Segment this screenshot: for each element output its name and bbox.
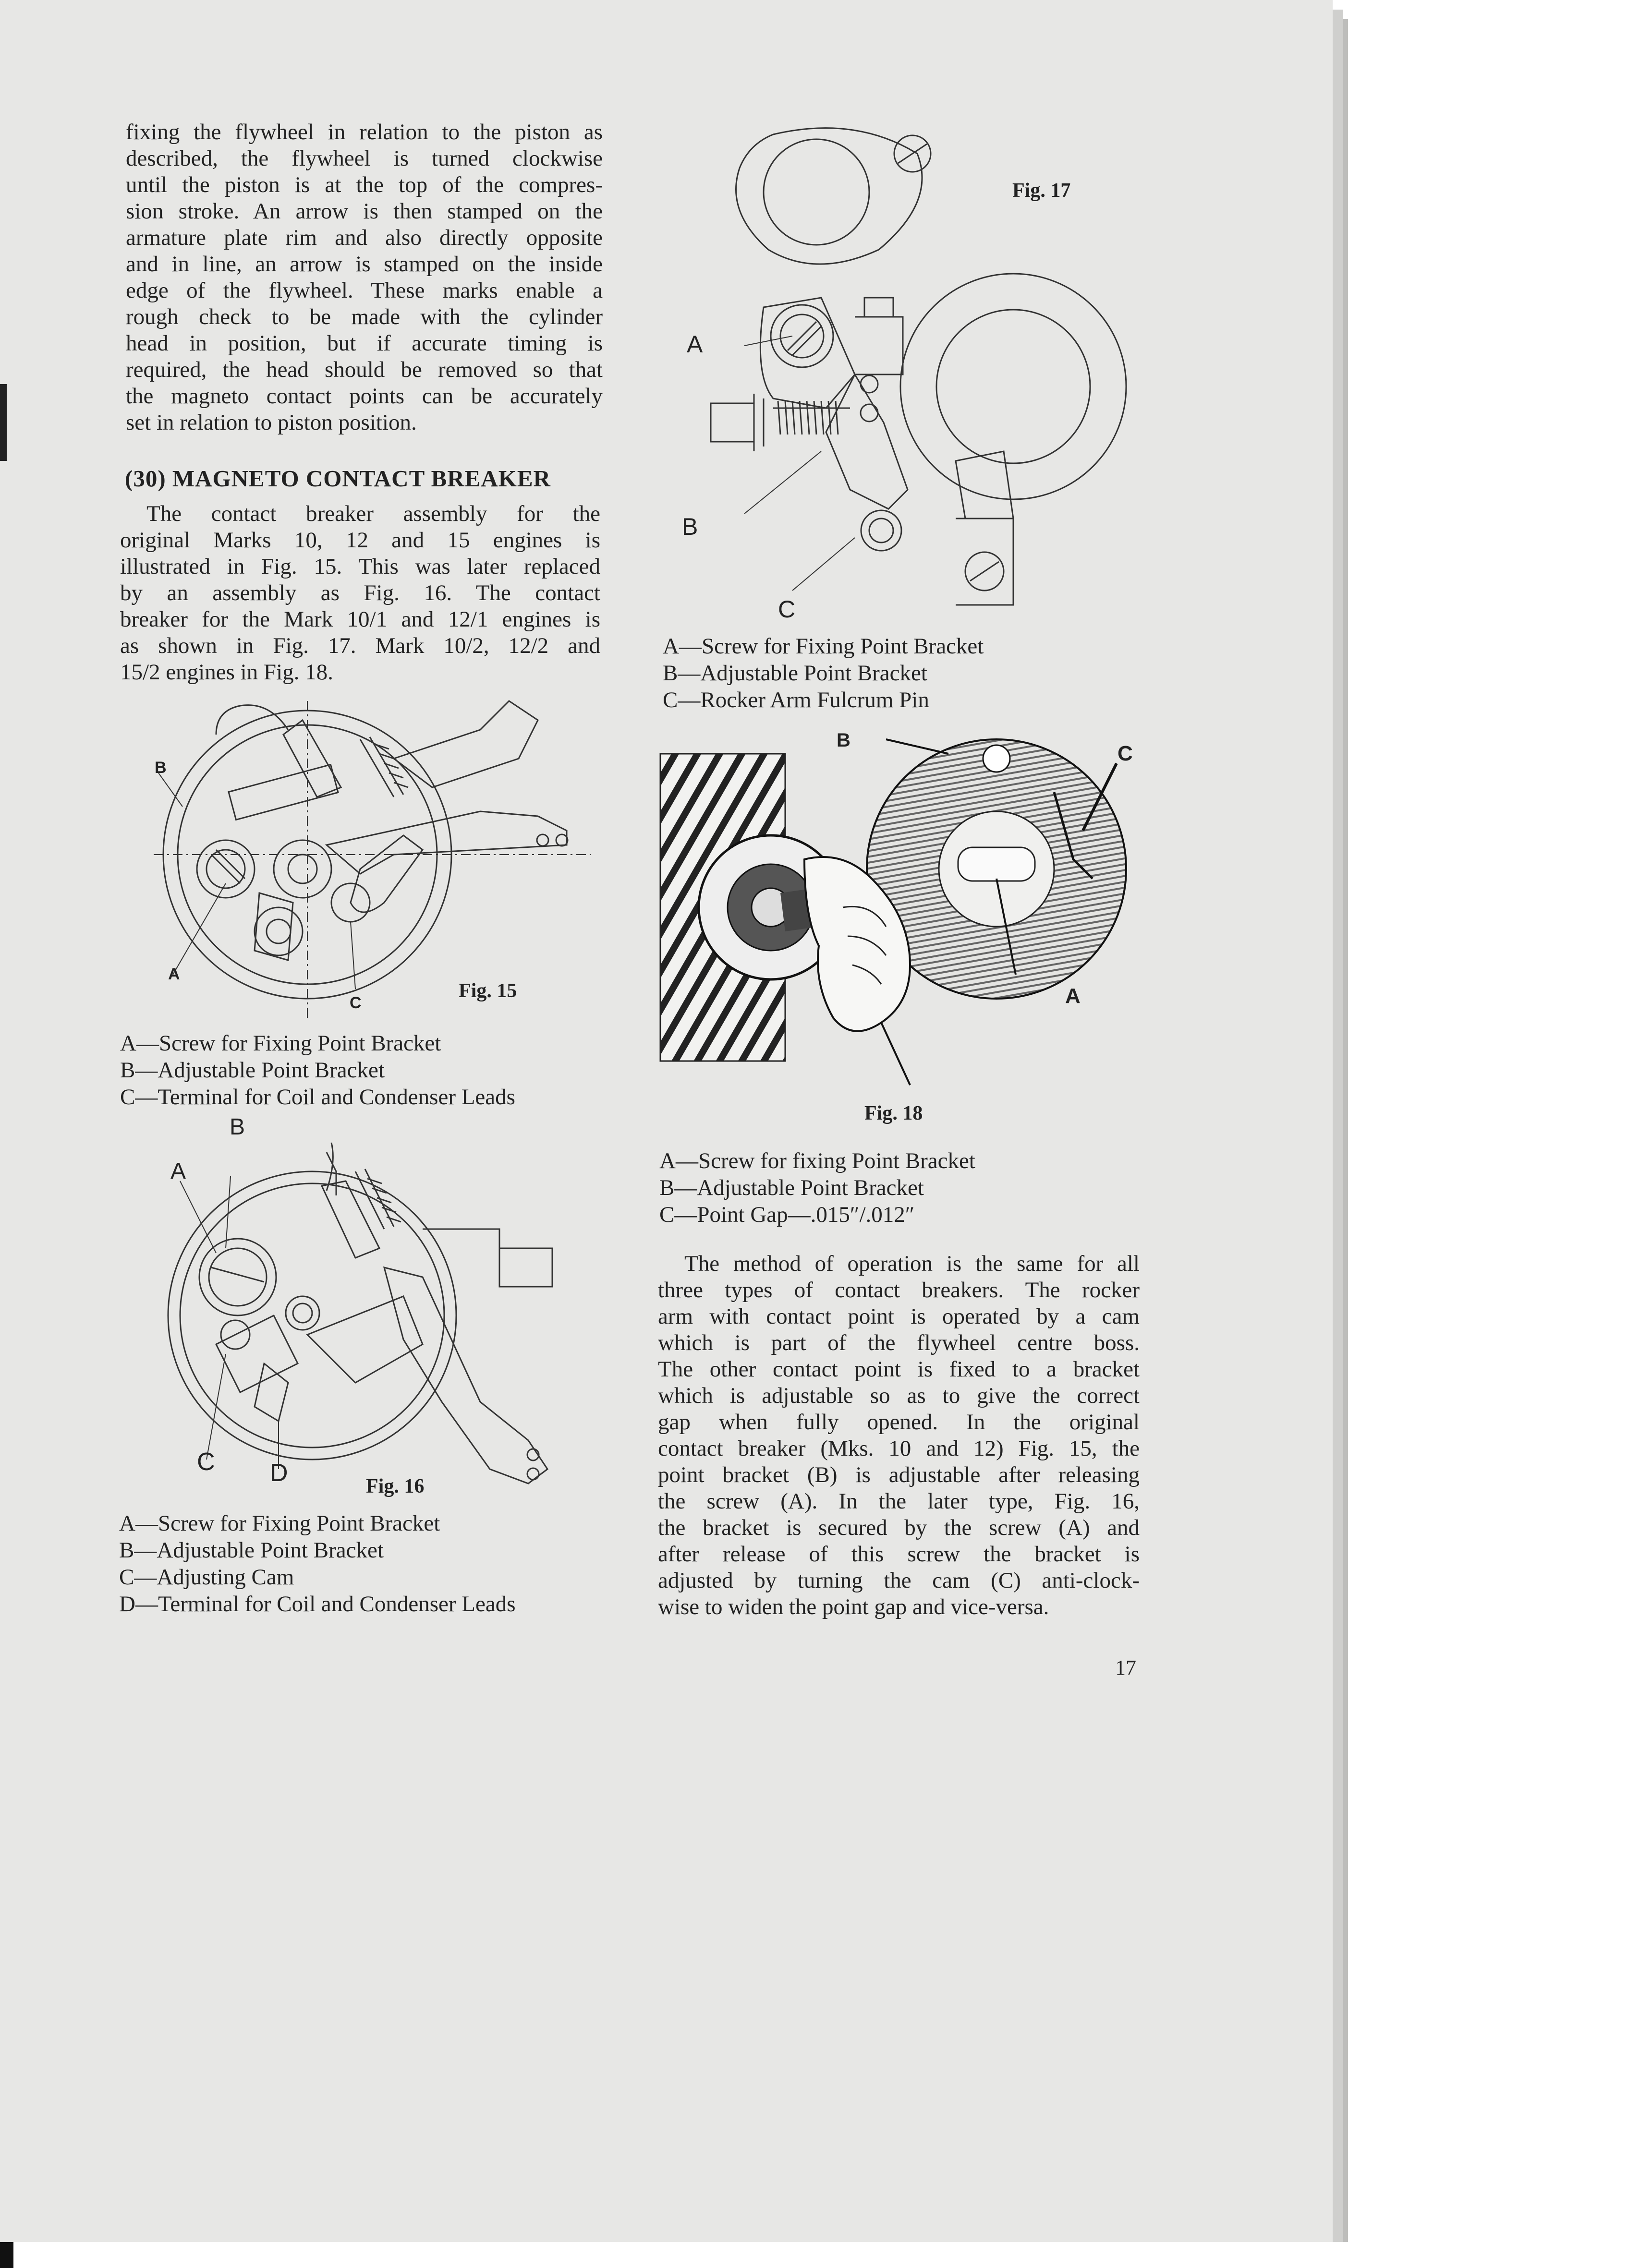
- page-edge-shadow-dark: [1343, 19, 1348, 2242]
- section-paragraph-line: breaker for the Mark 10/1 and 12/1 engines is: [120, 607, 600, 632]
- operation-paragraph-line: the screw (A). In the later type, Fig. 16,: [658, 1489, 1140, 1514]
- intro-paragraph-line: set in relation to piston position.: [126, 410, 417, 435]
- operation-paragraph-line: arm with contact point is operated by a cam: [658, 1304, 1140, 1329]
- intro-paragraph: [126, 119, 603, 436]
- fig18-captions: [659, 1147, 975, 1228]
- section-paragraph-line: original Marks 10, 12 and 15 engines is: [120, 528, 600, 553]
- fig17-caption-line: A—Screw for Fixing Point Bracket: [663, 634, 984, 659]
- fig17-captions: [663, 633, 984, 713]
- fig15-callout-a: A: [168, 965, 180, 983]
- fig17-callout-b: B: [682, 513, 698, 540]
- intro-paragraph-line: edge of the flywheel. These marks enable a: [126, 278, 603, 303]
- operation-paragraph-line: which is part of the flywheel centre boss.: [658, 1330, 1140, 1355]
- fig17-callout-c: C: [778, 596, 796, 623]
- fig18-caption-line: C—Point Gap—.015″/.012″: [659, 1202, 915, 1227]
- fig18-caption-line: B—Adjustable Point Bracket: [659, 1175, 924, 1200]
- fig18-callout-b: B: [837, 730, 850, 751]
- operation-paragraph-line: after release of this screw the bracket is: [658, 1542, 1140, 1567]
- operation-paragraph-line: point bracket (B) is adjustable after releasing: [658, 1462, 1140, 1487]
- fig16-caption-line: D—Terminal for Coil and Condenser Leads: [119, 1592, 516, 1617]
- intro-paragraph-line: until the piston is at the top of the compres-: [126, 172, 603, 197]
- intro-paragraph-line: described, the flywheel is turned clockwise: [126, 146, 603, 171]
- operation-paragraph-line: gap when fully opened. In the original: [658, 1410, 1140, 1435]
- fig15-callout-c: C: [350, 994, 362, 1012]
- fig15-captions: [120, 1030, 515, 1110]
- fig18-illustration: [660, 735, 1141, 1085]
- fig15-caption-line: B—Adjustable Point Bracket: [120, 1058, 385, 1083]
- fig16-illustration: [154, 1133, 576, 1498]
- scanner-edge: [0, 2242, 13, 2268]
- intro-paragraph-line: rough check to be made with the cylinder: [126, 304, 603, 329]
- fig18-label: Fig. 18: [864, 1102, 923, 1124]
- fig16-caption-line: B—Adjustable Point Bracket: [119, 1538, 384, 1563]
- fig16-callout-d: D: [270, 1459, 288, 1487]
- fig16-caption-line: A—Screw for Fixing Point Bracket: [119, 1511, 440, 1536]
- operation-paragraph-line: the bracket is secured by the screw (A) and: [658, 1515, 1140, 1540]
- page-number: 17: [1115, 1656, 1136, 1679]
- section-paragraph-line: illustrated in Fig. 15. This was later replaced: [120, 554, 600, 579]
- intro-paragraph-line: the magneto contact points can be accurately: [126, 384, 603, 409]
- operation-paragraph-line: three types of contact breakers. The rocker: [658, 1278, 1140, 1303]
- fig18-caption-line: A—Screw for fixing Point Bracket: [659, 1148, 975, 1173]
- fig16-callout-c: C: [197, 1448, 215, 1476]
- operation-paragraph-line: contact breaker (Mks. 10 and 12) Fig. 15, the: [658, 1436, 1140, 1461]
- section-heading: (30) MAGNETO CONTACT BREAKER: [125, 465, 551, 492]
- fig18-callout-c: C: [1118, 742, 1133, 765]
- section-paragraph-line: 15/2 engines in Fig. 18.: [120, 660, 333, 685]
- operation-paragraph-line: which is adjustable so as to give the correct: [658, 1383, 1140, 1408]
- page-edge-shadow: [1333, 10, 1343, 2242]
- fig16-callout-a: A: [170, 1158, 186, 1184]
- fig15-illustration: [144, 691, 605, 1018]
- operation-paragraph-line: The other contact point is fixed to a bracket: [658, 1357, 1140, 1382]
- fig17-callout-a: A: [687, 331, 703, 358]
- fig17-label: Fig. 17: [1012, 180, 1071, 202]
- operation-paragraph-line: wise to widen the point gap and vice-versa.: [658, 1594, 1049, 1619]
- intro-paragraph-line: fixing the flywheel in relation to the piston as: [126, 120, 603, 145]
- intro-paragraph-line: and in line, an arrow is stamped on the inside: [126, 252, 603, 277]
- fig18-callout-a: A: [1065, 984, 1081, 1008]
- section-paragraph-line: by an assembly as Fig. 16. The contact: [120, 580, 600, 605]
- intro-paragraph-line: head in position, but if accurate timing is: [126, 331, 603, 356]
- fig16-label: Fig. 16: [366, 1475, 425, 1497]
- section-paragraph-line: The contact breaker assembly for the: [146, 501, 600, 526]
- fig16-captions: [119, 1510, 516, 1617]
- binding-edge: [0, 384, 7, 461]
- intro-paragraph-line: required, the head should be removed so that: [126, 357, 603, 382]
- fig17-caption-line: B—Adjustable Point Bracket: [663, 661, 927, 686]
- fig15-callout-b: B: [155, 759, 167, 777]
- section-paragraph-line: as shown in Fig. 17. Mark 10/2, 12/2 and: [120, 633, 600, 658]
- section-paragraph: [120, 501, 600, 686]
- fig16-caption-line: C—Adjusting Cam: [119, 1565, 294, 1590]
- fig15-caption-line: A—Screw for Fixing Point Bracket: [120, 1031, 441, 1056]
- intro-paragraph-line: armature plate rim and also directly opposite: [126, 225, 603, 250]
- operation-paragraph: [658, 1251, 1140, 1620]
- fig15-label: Fig. 15: [459, 980, 517, 1002]
- fig16-callout-b: B: [230, 1114, 245, 1140]
- operation-paragraph-line: adjusted by turning the cam (C) anti-clock-: [658, 1568, 1140, 1593]
- intro-paragraph-line: sion stroke. An arrow is then stamped on the: [126, 199, 603, 224]
- fig17-caption-line: C—Rocker Arm Fulcrum Pin: [663, 688, 929, 712]
- operation-paragraph-line: The method of operation is the same for all: [684, 1251, 1140, 1276]
- fig15-caption-line: C—Terminal for Coil and Condenser Leads: [120, 1085, 515, 1110]
